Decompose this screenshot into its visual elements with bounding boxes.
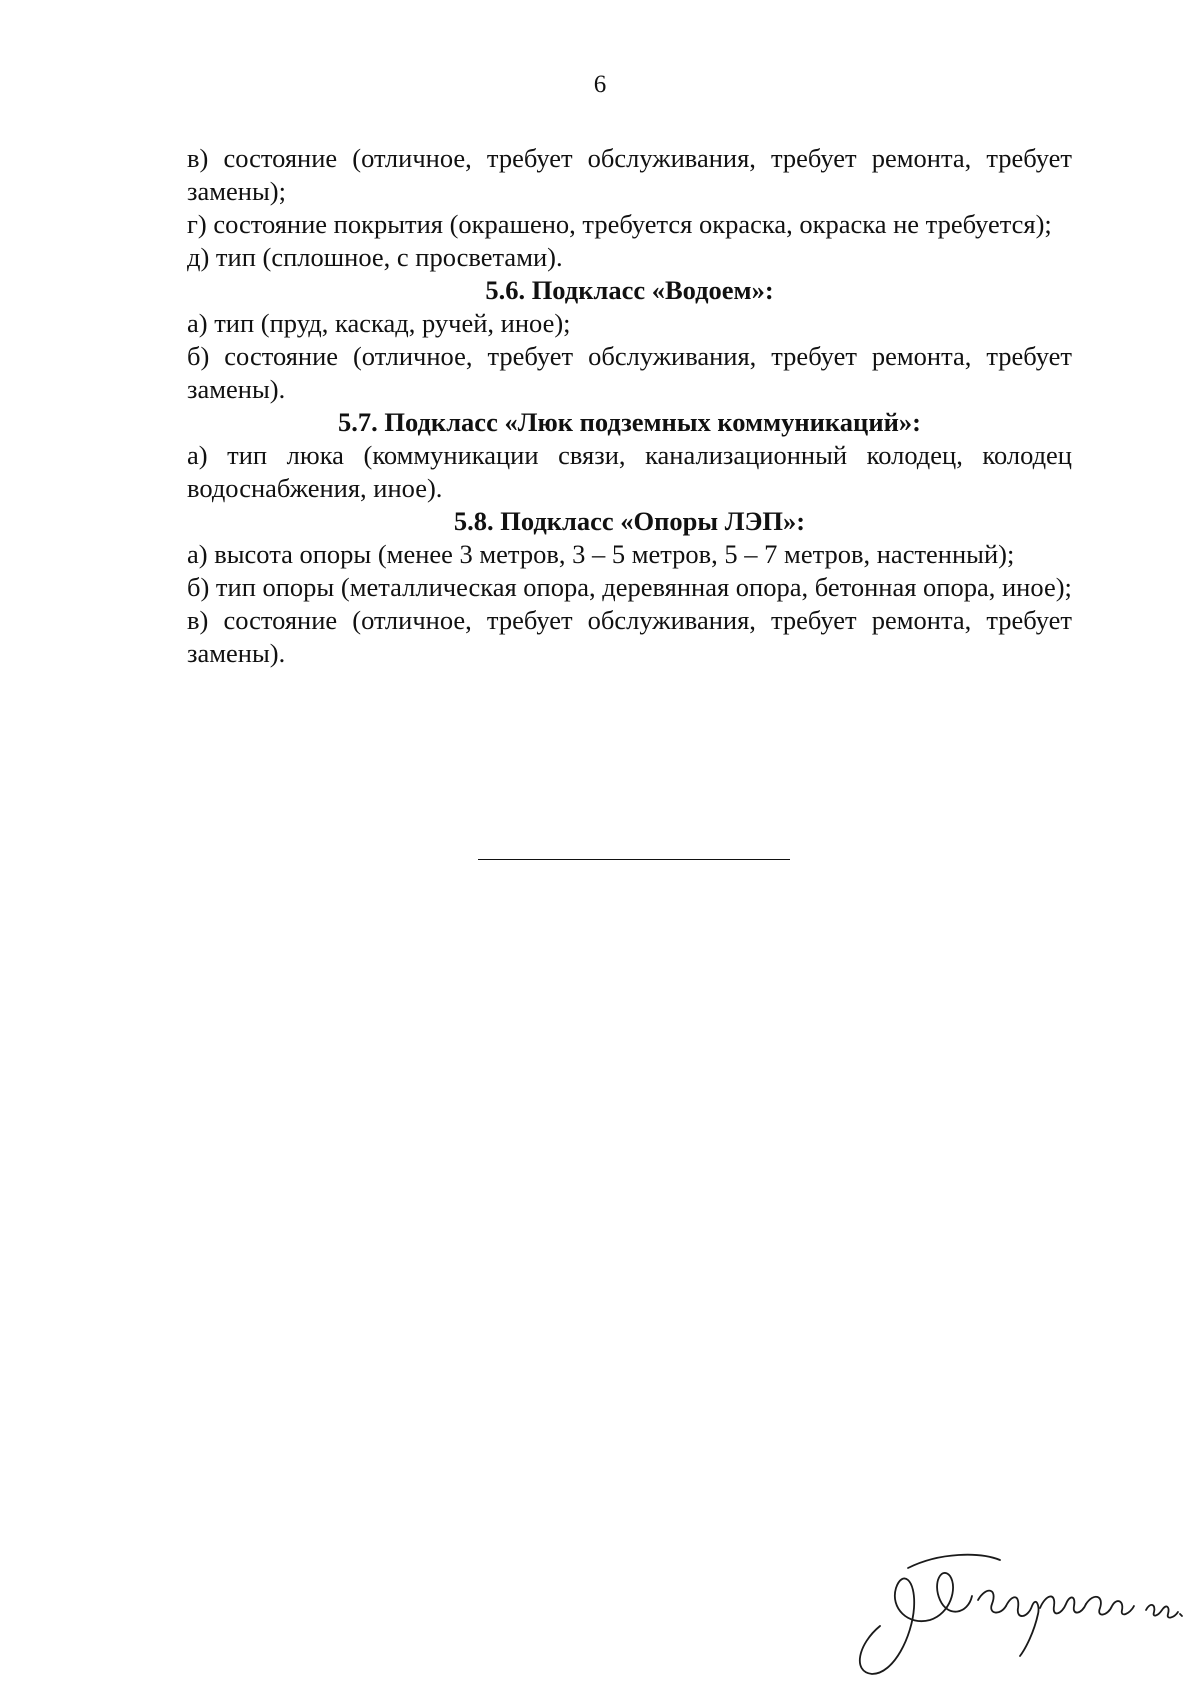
list-item: а) тип (пруд, каскад, ручей, иное); [187, 308, 571, 338]
list-item: в) состояние (отличное, требует обслуживания, требует ремонта, требует замены); [187, 143, 1072, 206]
list-item: а) высота опоры (менее 3 метров, 3 – 5 метров, 5 – 7 метров, настенный); [187, 539, 1015, 569]
list-item: б) состояние (отличное, требует обслуживания, требует ремонта, требует замены). [187, 341, 1072, 404]
section-heading: 5.6. Подкласс «Водоем»: [485, 275, 774, 305]
end-separator-line [478, 859, 790, 860]
section-heading: 5.7. Подкласс «Люк подземных коммуникаций»: [338, 407, 921, 437]
list-item: д) тип (сплошное, с просветами). [187, 242, 563, 272]
document-body [187, 142, 1072, 670]
list-item: б) тип опоры (металлическая опора, деревянная опора, бетонная опора, иное); [187, 572, 1072, 602]
handwritten-signature [850, 1548, 1195, 1678]
list-item: г) состояние покрытия (окрашено, требуется окраска, окраска не требуется); [187, 209, 1052, 239]
page-number: 6 [593, 71, 607, 98]
section-heading: 5.8. Подкласс «Опоры ЛЭП»: [453, 506, 806, 536]
list-item: а) тип люка (коммуникации связи, канализационный колодец, колодец водоснабжения, иное). [187, 440, 1072, 503]
list-item: в) состояние (отличное, требует обслуживания, требует ремонта, требует замены). [187, 605, 1072, 668]
